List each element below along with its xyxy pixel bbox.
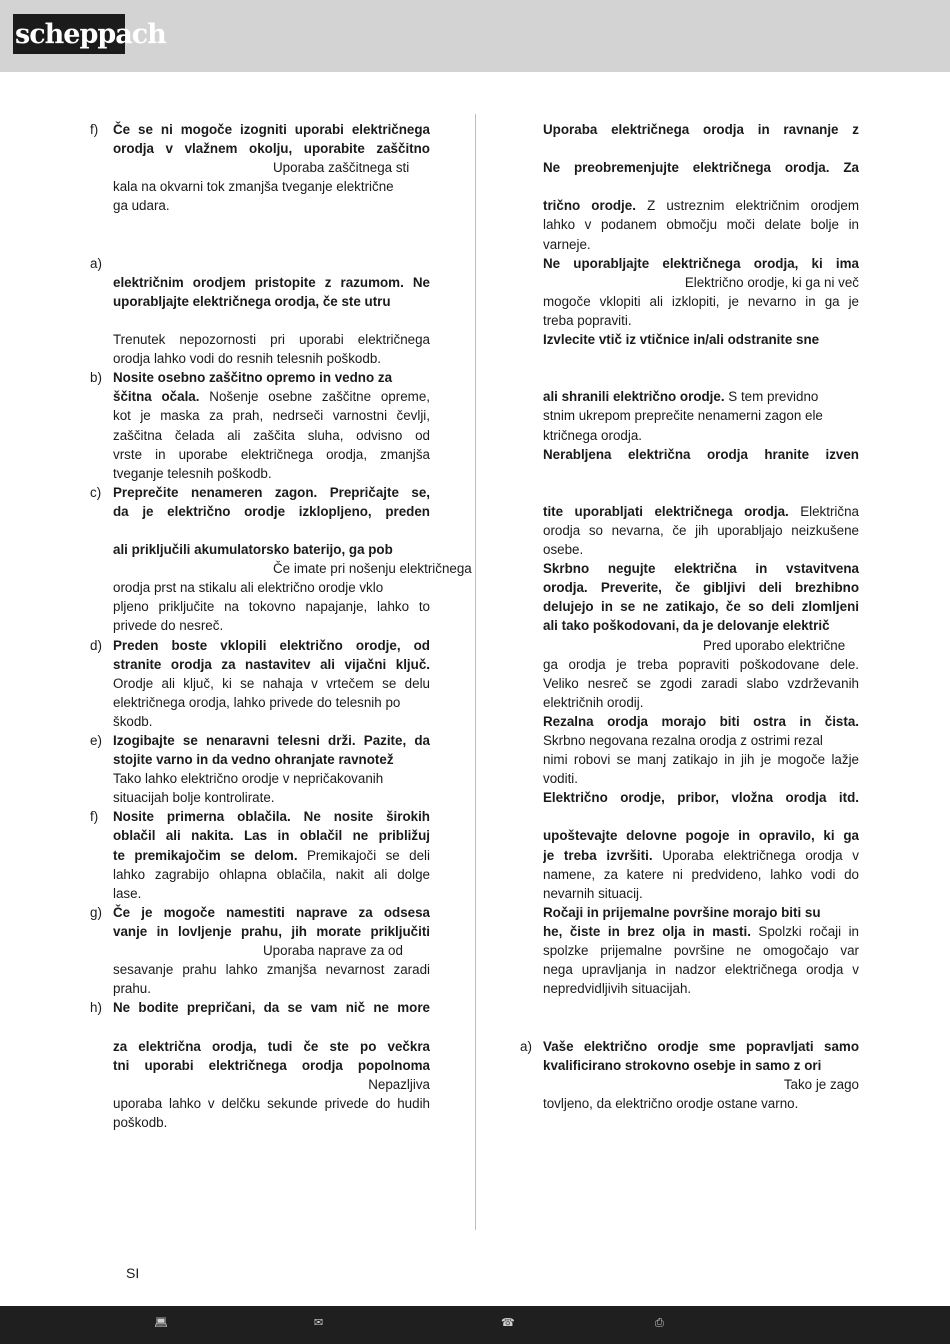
list-item xyxy=(90,807,430,902)
list-marker: g) xyxy=(90,904,102,920)
text-line xyxy=(543,884,859,903)
list-item xyxy=(90,120,430,215)
body-text: orodja prst na stikalu ali električno orodje vklo xyxy=(113,580,384,596)
bold-text: tni uporabi električnega orodja popolnoma xyxy=(113,1057,430,1073)
bold-text: orodja v vlažnem okolju, uporabite zaščitno xyxy=(113,141,430,157)
bold-text: ali priključili akumulatorsko baterijo, ga pob xyxy=(113,542,393,558)
bold-text: oblačil ali nakita. Las in oblačil ne približuj xyxy=(113,828,430,844)
body-text: lahko zagrabijo ohlapna oblačila, nakit ali dolge xyxy=(113,866,430,882)
body-text: uporaba lahko v delčku sekunde privede do hudih xyxy=(113,1095,430,1111)
bold-text: ali tako poškodovani, da je delovanje električ xyxy=(543,618,830,634)
text-line xyxy=(113,1017,430,1036)
text-line xyxy=(113,254,430,273)
text-line xyxy=(543,826,859,845)
text-line xyxy=(113,998,430,1017)
text-line xyxy=(543,464,859,483)
bold-text: tite uporabljati električnega orodja. xyxy=(543,503,789,519)
body-text: Trenutek nepozornosti pri uporabi električnega xyxy=(113,332,430,348)
text-line xyxy=(543,139,859,158)
body-text: lahko v podanem območju moči delate bolje in xyxy=(543,217,859,233)
text-line xyxy=(113,750,430,769)
list-marker: b) xyxy=(90,370,102,386)
left-column xyxy=(90,120,472,1132)
text-line xyxy=(543,426,859,445)
text-line xyxy=(543,387,859,406)
text-line xyxy=(543,636,859,655)
text-line xyxy=(113,139,430,158)
blank-line xyxy=(520,1017,859,1036)
text-line xyxy=(113,521,430,540)
text-line xyxy=(543,597,859,616)
body-text: tveganje telesnih poškodb. xyxy=(113,465,272,481)
text-line xyxy=(543,941,859,960)
bold-text: Nosite primerna oblačila. Ne nosite širokih xyxy=(113,809,430,825)
text-line xyxy=(113,330,430,349)
body-text: Spolzki ročaji in xyxy=(750,923,859,939)
body-text: Uporaba zaščitnega sti xyxy=(273,160,410,176)
bold-text: Električno orodje, pribor, vložna orodja itd. xyxy=(543,790,859,806)
text-line xyxy=(543,196,859,215)
text-line xyxy=(543,521,859,540)
list-item xyxy=(90,903,430,998)
body-text: Skrbno negovana rezalna orodja z ostrimi rezal xyxy=(543,733,823,748)
text-line xyxy=(113,1037,430,1056)
body-text: Tako lahko električno orodje v nepričakovanih xyxy=(113,771,384,787)
bold-text: ali shranili električno orodje. xyxy=(543,389,725,405)
text-line xyxy=(113,826,430,845)
list-item xyxy=(90,368,430,483)
bold-text: orodja. Preverite, če gibljivi deli brezhibno xyxy=(543,580,859,596)
text-line xyxy=(543,483,859,502)
text-line xyxy=(113,960,430,979)
bold-text: Skrbno negujte električna in vstavitvena xyxy=(543,561,859,577)
body-text: nimi robovi se manj zatikajo in jih je mogoče lažje xyxy=(543,752,859,768)
phone-icon: ☎ xyxy=(501,1317,515,1329)
list-marker: d) xyxy=(90,637,102,653)
text-line xyxy=(543,750,859,769)
text-line xyxy=(113,464,430,483)
body-text: ga orodja je treba popraviti poškodovane dele. xyxy=(543,656,859,672)
bold-text: za električna orodja, tudi če ste po večkra xyxy=(113,1038,430,1054)
body-text: S tem previdno xyxy=(724,389,819,405)
text-line xyxy=(543,1075,859,1094)
text-line xyxy=(113,693,430,712)
bold-text: Nerabljena električna orodja hranite izven xyxy=(543,446,859,462)
body-text: Električno orodje, ki ga ni več xyxy=(684,274,859,290)
body-text: spolzke prijemalne površine ne omogočajo var xyxy=(543,943,859,959)
text-line xyxy=(543,406,859,425)
text-line xyxy=(113,578,430,597)
text-line xyxy=(543,540,859,559)
body-text: poškodb. xyxy=(113,1114,168,1130)
text-line xyxy=(113,273,430,292)
body-text: lase. xyxy=(113,885,142,901)
mail-icon: ✉ xyxy=(314,1317,324,1329)
bold-text: Uporaba električnega orodja in ravnanje z xyxy=(543,122,859,137)
list-marker: f) xyxy=(90,122,99,137)
text-line xyxy=(543,215,859,234)
blank-line xyxy=(90,235,430,254)
body-text: Tako je zago xyxy=(783,1076,859,1092)
body-text: vrste in uporabe električnega orodja, zmanjša xyxy=(113,446,430,462)
text-line xyxy=(113,426,430,445)
body-text: pljeno priključite na tokovno napajanje, lahko to xyxy=(113,599,430,615)
bold-text: električnim orodjem pristopite z razumom. Ne xyxy=(113,274,430,290)
text-line xyxy=(543,158,859,177)
text-line xyxy=(113,941,430,960)
body-text: Uporaba električnega orodja v xyxy=(652,847,859,863)
bold-text: ščitna očala. xyxy=(113,389,200,405)
text-line xyxy=(543,330,859,349)
list-marker: c) xyxy=(90,484,102,500)
text-line xyxy=(543,979,859,998)
text-line xyxy=(113,769,430,788)
text-line xyxy=(113,655,430,674)
list-marker: e) xyxy=(90,733,102,748)
body-text: ktričnega orodja. xyxy=(543,427,642,443)
text-line xyxy=(543,655,859,674)
bold-text: Preden boste vklopili električno orodje, od xyxy=(113,637,430,653)
text-line xyxy=(113,540,430,559)
column-divider xyxy=(475,114,476,1230)
brand-logo: scheppach xyxy=(13,14,125,54)
body-text: namene, za katere ni predvideno, lahko vodi do xyxy=(543,866,859,882)
text-line xyxy=(543,731,859,750)
body-text: Z ustreznim električnim orodjem xyxy=(635,198,859,214)
text-line xyxy=(543,865,859,884)
bold-text: Ročaji in prijemalne površine morajo biti su xyxy=(543,904,821,920)
text-line xyxy=(543,769,859,788)
text-line xyxy=(113,368,430,387)
bold-text: Ne bodite prepričani, da se vam nič ne more xyxy=(113,1000,430,1016)
body-text: kala na okvarni tok zmanjša tveganje električne xyxy=(113,179,394,195)
bold-text: Vaše električno orodje sme popravljati samo xyxy=(543,1038,859,1054)
text-line xyxy=(113,807,430,826)
body-text: stnim ukrepom preprečite nenamerni zagon ele xyxy=(543,408,823,424)
body-text: osebe. xyxy=(543,542,584,558)
text-line xyxy=(543,1056,859,1075)
list-marker: h) xyxy=(90,1000,102,1016)
body-text: orodja so nevarna, če jih uporabljajo neizkušene xyxy=(543,522,859,538)
bold-text: te premikajočim se delom. xyxy=(113,847,298,863)
list-marker: a) xyxy=(90,255,102,271)
body-text: Uporaba naprave za od xyxy=(263,943,403,959)
bold-text: stojite varno in da vedno ohranjate ravnotež xyxy=(113,752,394,768)
body-text: ga udara. xyxy=(113,198,170,214)
bold-text: Če se ni mogoče izogniti uporabi električnega xyxy=(113,122,430,137)
text-line xyxy=(543,311,859,330)
body-text: tovljeno, da električno orodje ostane varno. xyxy=(543,1095,799,1111)
body-text: električnega orodja, lahko privede do telesnih po xyxy=(113,694,401,710)
body-text: situacijah bolje kontrolirate. xyxy=(113,790,275,806)
fax-icon: ⎙ xyxy=(655,1317,664,1329)
page-footer xyxy=(0,1306,950,1344)
bold-text: Preprečite nenameren zagon. Prepričajte se, xyxy=(113,484,430,500)
body-text: kot je maska za prah, nedrseči varnostni čevlji, xyxy=(113,408,430,424)
text-line xyxy=(113,120,430,139)
bold-text: vanje in lovljenje prahu, jih morate priključiti xyxy=(113,923,430,939)
body-text: sesavanje prahu lahko zmanjša nevarnost zaradi xyxy=(113,962,430,978)
body-text: treba popraviti. xyxy=(543,312,632,328)
list-item xyxy=(90,731,430,807)
body-text: orodja lahko vodi do resnih telesnih poškodb. xyxy=(113,351,381,367)
body-text: Nošenje osebne zaščitne opreme, xyxy=(199,389,430,405)
bold-text: Ne uporabljajte električnega orodja, ki ima xyxy=(543,255,859,271)
body-text: prahu. xyxy=(113,981,151,997)
text-line xyxy=(113,1094,430,1113)
text-line xyxy=(543,960,859,979)
body-text: Električna xyxy=(788,503,859,519)
text-line xyxy=(113,311,430,330)
body-text: mogoče vklopiti ali izklopiti, je nevarno in ga je xyxy=(543,293,859,309)
text-line xyxy=(113,616,430,635)
text-line xyxy=(113,865,430,884)
text-line xyxy=(113,387,430,406)
body-text: škodb. xyxy=(113,713,153,729)
body-text: zaščitna čelada ali zaščita sluha, odvisno od xyxy=(113,427,430,443)
text-line xyxy=(543,712,859,731)
list-item xyxy=(90,998,430,1132)
text-line xyxy=(543,292,859,311)
text-line xyxy=(113,922,430,941)
body-text: voditi. xyxy=(543,771,578,787)
text-line xyxy=(113,1113,430,1132)
right-column xyxy=(520,120,859,1113)
text-line xyxy=(543,807,859,826)
text-line xyxy=(113,292,430,311)
body-text: Premikajoči se deli xyxy=(297,847,430,863)
bold-text: Nosite osebno zaščitno opremo in vedno za xyxy=(113,370,393,386)
text-line xyxy=(113,559,472,578)
text-line xyxy=(113,712,430,731)
text-line xyxy=(113,177,430,196)
body-text: Pred uporabo električne xyxy=(703,637,846,653)
text-line xyxy=(543,846,859,865)
text-line xyxy=(113,406,430,425)
laptop-icon: 💻︎ xyxy=(154,1317,168,1329)
text-line xyxy=(113,788,430,807)
bold-text: da je električno orodje izklopljeno, preden xyxy=(113,503,430,519)
bold-text: stranite orodja za nastavitev ali vijačni ključ. xyxy=(113,656,430,672)
bold-text: trično orodje. xyxy=(543,198,636,214)
bold-text: Rezalna orodja morajo biti ostra in čista. xyxy=(543,713,859,729)
text-line xyxy=(543,368,859,387)
body-text: Nepazljiva xyxy=(368,1076,430,1092)
bold-text: upoštevajte delovne pogoje in opravilo, ki ga xyxy=(543,828,859,844)
body-text: nevarnih situacij. xyxy=(543,885,643,901)
text-line xyxy=(543,120,859,139)
bold-text: Če je mogoče namestiti naprave za odsesa xyxy=(113,904,430,920)
list-item xyxy=(520,1037,859,1113)
text-line xyxy=(113,903,430,922)
text-line xyxy=(543,502,859,521)
text-line xyxy=(543,445,859,464)
body-text: nega upravljanja in nadzor električnega orodja v xyxy=(543,962,859,978)
text-line xyxy=(543,1037,859,1056)
text-line xyxy=(543,273,859,292)
text-line xyxy=(543,903,859,922)
text-line xyxy=(113,483,430,502)
body-text: Veliko nesreč se zgodi zaradi slabo vzdrževanih xyxy=(543,675,859,691)
text-line xyxy=(543,235,859,254)
text-line xyxy=(543,559,859,578)
text-line xyxy=(543,177,859,196)
text-line xyxy=(113,349,430,368)
bold-text: je treba izvršiti. xyxy=(543,847,653,863)
body-text: varneje. xyxy=(543,236,591,252)
bold-text: Izvlecite vtič iz vtičnice in/ali odstranite sne xyxy=(543,332,820,348)
text-line xyxy=(113,884,430,903)
bold-text: delujejo in se ne zatikajo, če so deli zlomljeni xyxy=(543,599,859,615)
bold-text: he, čiste in brez olja in masti. xyxy=(543,923,751,939)
text-line xyxy=(113,1075,430,1094)
list-item xyxy=(520,120,859,998)
page-language-code: SI xyxy=(126,1265,140,1281)
body-text: električnih orodij. xyxy=(543,694,644,710)
text-line xyxy=(543,616,859,635)
page-header xyxy=(0,0,950,72)
text-line xyxy=(543,254,859,273)
blank-line xyxy=(90,215,430,234)
list-item xyxy=(90,483,472,636)
body-text: Orodje ali ključ, ki se nahaja v vrtečem se delu xyxy=(113,675,430,691)
text-line xyxy=(543,349,859,368)
text-line xyxy=(113,1056,430,1075)
text-line xyxy=(543,922,859,941)
text-line xyxy=(113,502,430,521)
text-line xyxy=(543,788,859,807)
text-line xyxy=(113,979,430,998)
text-line xyxy=(113,445,430,464)
list-marker: a) xyxy=(520,1038,532,1054)
text-line xyxy=(113,158,430,177)
text-line xyxy=(113,674,430,693)
list-marker: f) xyxy=(90,809,99,825)
list-item xyxy=(90,636,430,731)
bold-text: kvalificirano strokovno osebje in samo z ori xyxy=(543,1057,822,1073)
text-line xyxy=(543,1094,859,1113)
body-text: nepredvidljivih situacijah. xyxy=(543,981,692,997)
text-line xyxy=(113,636,430,655)
text-line xyxy=(113,196,430,215)
bold-text: Izogibajte se nenaravni telesni drži. Pazite, da xyxy=(113,733,430,748)
bold-text: Ne preobremenjujte električnega orodja. Za xyxy=(543,160,859,176)
text-line xyxy=(543,674,859,693)
body-text: Če imate pri nošenju električnega xyxy=(273,561,472,577)
blank-line xyxy=(520,998,859,1017)
list-item xyxy=(90,254,430,369)
text-line xyxy=(543,693,859,712)
body-text: privede do nesreč. xyxy=(113,618,224,634)
text-line xyxy=(113,846,430,865)
text-line xyxy=(113,597,430,616)
text-line xyxy=(113,731,430,750)
text-line xyxy=(543,578,859,597)
bold-text: uporabljajte električnega orodja, če ste utru xyxy=(113,293,391,309)
